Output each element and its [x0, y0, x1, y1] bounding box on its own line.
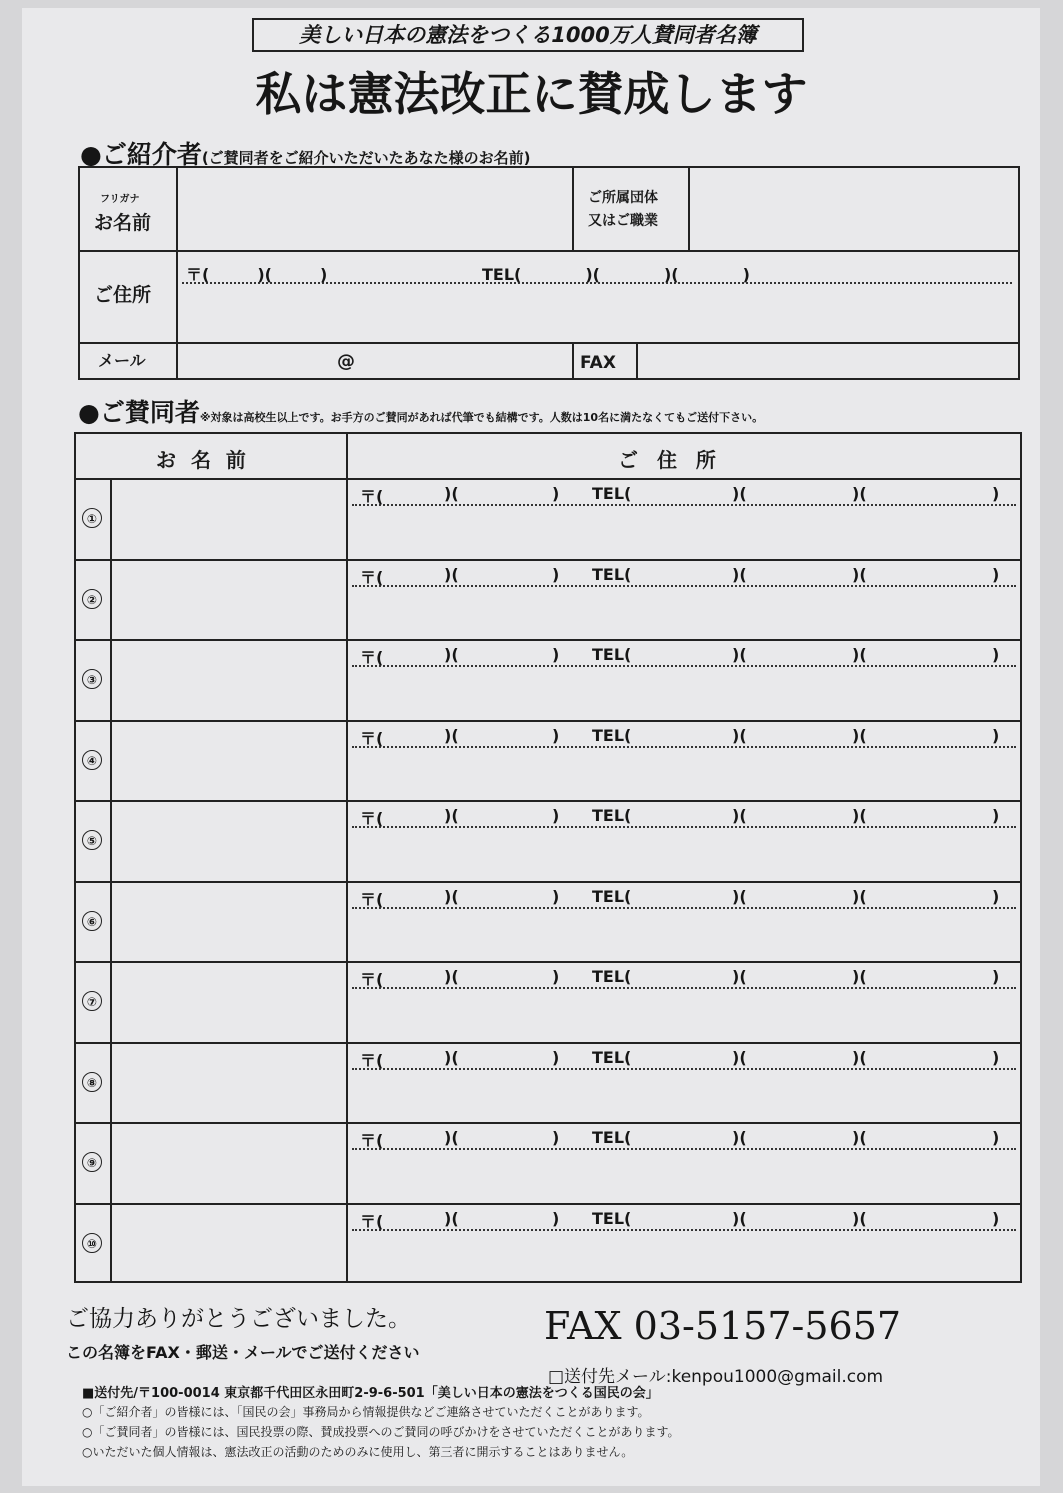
supporter-name-field[interactable] — [114, 643, 342, 716]
tel-bracket: )( — [852, 1128, 867, 1147]
postal-bracket: 〒( — [360, 648, 384, 667]
fax-number: FAX 03-5157-5657 — [544, 1304, 902, 1348]
name-field[interactable] — [180, 170, 568, 246]
supporter-address-field[interactable] — [352, 806, 1016, 828]
supporter-name-field[interactable] — [114, 1126, 342, 1199]
postal-bracket: )( — [444, 1208, 459, 1228]
tel-bracket: )( — [852, 886, 867, 906]
postal-bracket: ) — [552, 967, 560, 986]
supporter-address-field[interactable] — [352, 1048, 1016, 1070]
tel-bracket: ) — [992, 725, 1000, 745]
postal-bracket: ) — [552, 564, 560, 584]
name-label: お名前 — [94, 212, 152, 234]
mail-field[interactable] — [180, 346, 568, 376]
row-number: ⑤ — [82, 830, 102, 850]
tel-bracket: )( — [732, 564, 747, 584]
postal-bracket: )( — [444, 645, 459, 664]
postal-bracket: ) — [552, 1047, 560, 1067]
row-number: ② — [82, 589, 102, 609]
row-number: ⑨ — [82, 1152, 102, 1172]
banner: 美しい日本の憲法をつくる1000万人賛同者名簿 — [252, 18, 804, 52]
supporter-row-divider — [74, 800, 1022, 802]
introducer-org-divider-left — [572, 166, 574, 250]
introducer-address-field[interactable] — [182, 262, 1012, 284]
footer-note-3: ○いただいた個人情報は、憲法改正の活動のためのみに使用し、第三者に開示することはありません。 — [82, 1445, 634, 1459]
introducer-fax-divider-left — [572, 342, 574, 380]
postal-bracket: ) — [552, 1208, 560, 1228]
postal-bracket: ) — [552, 1128, 560, 1147]
tel-bracket: TEL( — [592, 1208, 632, 1228]
tel-bracket: )( — [852, 1047, 867, 1067]
introducer-fax-divider-right — [636, 342, 638, 380]
introducer-note: (ご賛同者をご紹介いただいたあなた様のお名前) — [201, 149, 531, 167]
supporter-address-field[interactable] — [352, 645, 1016, 667]
postal-bracket: 〒( — [360, 728, 384, 748]
postal-address: ■送付先/〒100-0014 東京都千代田区永田町2-9-6-501「美しい日本の憲法をつくる国民の会」 — [82, 1386, 659, 1401]
postal-bracket: 〒( — [360, 809, 384, 828]
tel-bracket: TEL( — [592, 1047, 632, 1067]
tel-bracket: )( — [852, 806, 867, 825]
introducer-org-divider-right — [688, 166, 690, 250]
supporter-address-field[interactable] — [352, 887, 1016, 909]
supporter-address-field[interactable] — [352, 1128, 1016, 1150]
fax-field[interactable] — [640, 346, 1016, 376]
org-label-line2: 又はご職業 — [588, 213, 658, 229]
postal-bracket: 〒( — [360, 567, 384, 587]
postal-bracket: )( — [444, 484, 459, 503]
tel-bracket: )( — [732, 645, 747, 664]
tel-bracket: )( — [732, 967, 747, 986]
supporters-heading — [78, 393, 763, 429]
postal-bracket: 〒( — [360, 970, 384, 989]
footer-note-2: ○「ご賛同者」の皆様には、国民投票の際、賛成投票へのご賛同の呼びかけをさせていただくことがあります。 — [82, 1425, 680, 1439]
tel-bracket: )( — [732, 1128, 747, 1147]
supporter-address-field[interactable] — [352, 1209, 1016, 1231]
tel-bracket: ) — [992, 645, 1000, 664]
supporter-row-divider — [74, 639, 1022, 641]
thanks-text: ご協力ありがとうございました。 — [66, 1306, 411, 1332]
postal-bracket: )( — [444, 1047, 459, 1067]
tel-bracket: )( — [732, 806, 747, 825]
postal-bracket: ) — [552, 645, 560, 664]
supporter-row-divider — [74, 1042, 1022, 1044]
introducer-row-divider-1 — [78, 250, 1020, 252]
supporters-heading-text: ●ご賛同者 — [78, 398, 200, 427]
org-label-line1: ご所属団体 — [588, 190, 658, 206]
supporter-header-divider — [74, 478, 1022, 480]
furigana-label: フリガナ — [100, 194, 140, 205]
tel-bracket: )( — [732, 886, 747, 906]
address-label: ご住所 — [94, 284, 152, 306]
introducer-tel: TEL( )( )( ) — [482, 265, 750, 284]
introducer-col-divider — [176, 166, 178, 380]
tel-bracket: )( — [732, 725, 747, 745]
tel-bracket: ) — [992, 886, 1000, 906]
row-number: ⑥ — [82, 911, 102, 931]
mail-address: □送付先メール:kenpou1000@gmail.com — [548, 1367, 884, 1387]
row-number: ⑩ — [82, 1233, 102, 1253]
supporter-name-field[interactable] — [114, 965, 342, 1038]
tel-bracket: ) — [992, 1128, 1000, 1147]
supporter-name-field[interactable] — [114, 804, 342, 877]
supporter-row-divider — [74, 881, 1022, 883]
postal-bracket: 〒( — [360, 889, 384, 909]
tel-bracket: )( — [732, 1047, 747, 1067]
tel-bracket: )( — [732, 484, 747, 503]
tel-bracket: TEL( — [592, 564, 632, 584]
postal-bracket: ) — [552, 806, 560, 825]
postal-bracket: )( — [444, 806, 459, 825]
supporter-row-divider — [74, 559, 1022, 561]
postal-bracket: )( — [444, 564, 459, 584]
send-note: この名簿をFAX・郵送・メールでご送付ください — [66, 1343, 420, 1362]
tel-bracket: )( — [852, 564, 867, 584]
tel-bracket: ) — [992, 806, 1000, 825]
supporter-address-field[interactable] — [352, 967, 1016, 989]
supporter-row-divider — [74, 1203, 1022, 1205]
tel-bracket: ) — [992, 1047, 1000, 1067]
introducer-postal: 〒( )( ) — [186, 265, 328, 284]
tel-bracket: ) — [992, 564, 1000, 584]
postal-bracket: 〒( — [360, 1211, 384, 1231]
row-number: ⑧ — [82, 1072, 102, 1092]
postal-bracket: )( — [444, 967, 459, 986]
tel-bracket: )( — [852, 645, 867, 664]
supporter-row-divider — [74, 1122, 1022, 1124]
postal-bracket: ) — [552, 725, 560, 745]
row-number: ③ — [82, 669, 102, 689]
tel-bracket: )( — [852, 967, 867, 986]
tel-bracket: )( — [852, 1208, 867, 1228]
tel-bracket: TEL( — [592, 886, 632, 906]
postal-bracket: 〒( — [360, 1131, 384, 1150]
supporter-address-field[interactable] — [352, 484, 1016, 506]
postal-bracket: )( — [444, 886, 459, 906]
tel-bracket: )( — [852, 484, 867, 503]
tel-bracket: TEL( — [592, 484, 632, 503]
supporter-name-field[interactable] — [114, 482, 342, 555]
introducer-row-divider-2 — [78, 342, 1020, 344]
supporter-name-field[interactable] — [114, 1207, 342, 1280]
postal-bracket: 〒( — [360, 1050, 384, 1070]
supporter-row-divider — [74, 720, 1022, 722]
tel-bracket: )( — [852, 725, 867, 745]
tel-bracket: TEL( — [592, 725, 632, 745]
name-column-header: お 名 前 — [156, 448, 250, 472]
postal-bracket: )( — [444, 1128, 459, 1147]
supporter-name-field[interactable] — [114, 563, 342, 636]
postal-bracket: )( — [444, 725, 459, 745]
tel-bracket: TEL( — [592, 645, 632, 664]
footer-note-1: ○「ご紹介者」の皆様には、「国民の会」事務局から情報提供などご連絡させていただくことがあります。 — [82, 1405, 650, 1419]
supporter-name-field[interactable] — [114, 724, 342, 797]
org-field[interactable] — [692, 170, 1016, 246]
supporter-address-field[interactable] — [352, 565, 1016, 587]
supporters-note: ※対象は高校生以上です。お手方のご賛同があれば代筆でも結構です。人数は10名に満たなくてもご送付下さい。 — [199, 411, 764, 424]
supporter-address-field[interactable] — [352, 726, 1016, 748]
page-title: 私は憲法改正に賛成します — [255, 67, 808, 121]
postal-bracket: ) — [552, 484, 560, 503]
row-number: ⑦ — [82, 991, 102, 1011]
row-number: ④ — [82, 750, 102, 770]
at-sign: @ — [337, 351, 355, 372]
tel-bracket: ) — [992, 967, 1000, 986]
supporter-name-field[interactable] — [114, 1046, 342, 1119]
tel-bracket: )( — [732, 1208, 747, 1228]
postal-bracket: ) — [552, 886, 560, 906]
mail-label: メール — [98, 351, 146, 370]
introducer-heading-text: ●ご紹介者 — [80, 140, 202, 169]
tel-bracket: ) — [992, 1208, 1000, 1228]
tel-bracket: TEL( — [592, 1128, 632, 1147]
tel-bracket: TEL( — [592, 967, 632, 986]
row-number: ① — [82, 508, 102, 528]
fax-label: FAX — [580, 353, 616, 373]
tel-bracket: ) — [992, 484, 1000, 503]
postal-bracket: 〒( — [360, 487, 384, 506]
tel-bracket: TEL( — [592, 806, 632, 825]
supporter-row-divider — [74, 961, 1022, 963]
supporter-name-field[interactable] — [114, 885, 342, 958]
address-column-header: ご 住 所 — [618, 448, 722, 472]
